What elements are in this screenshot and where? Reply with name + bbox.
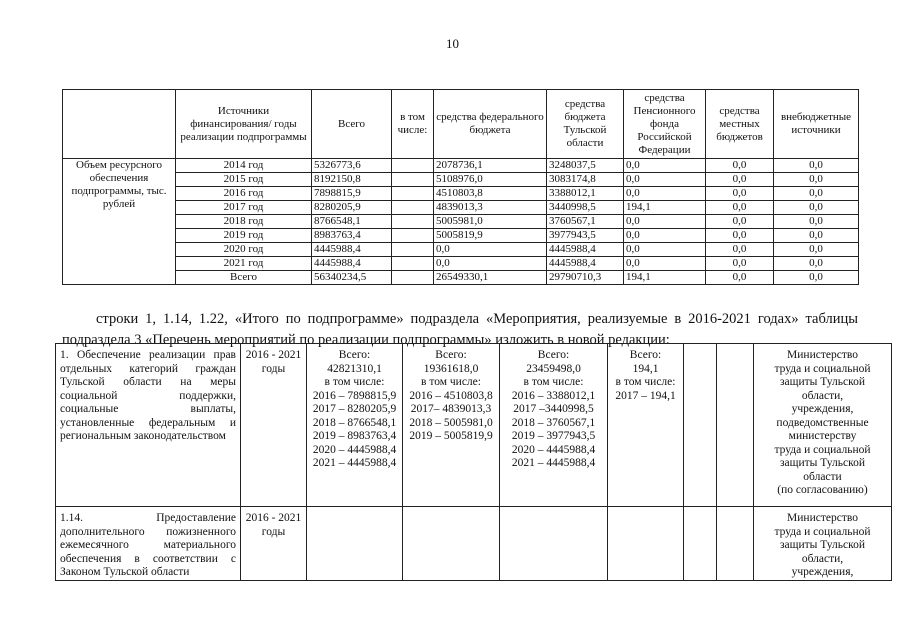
measure-regional-funding <box>500 344 608 507</box>
measure-pension-funding <box>608 507 684 581</box>
row-year: 2018 год <box>176 215 312 229</box>
cell-line: защиты Тульской <box>780 539 865 551</box>
resource-table-corner <box>63 90 176 159</box>
cell-line: в том числе: <box>421 376 481 388</box>
row-federal: 5108976,0 <box>434 173 547 187</box>
row-regional: 3083174,8 <box>547 173 624 187</box>
row-year: 2014 год <box>176 159 312 173</box>
cell-line: в том числе: <box>615 376 676 388</box>
row-including <box>392 173 434 187</box>
row-extra: 0,0 <box>774 229 859 243</box>
cell-line: 2017– 4839013,3 <box>410 403 492 415</box>
cell-line: 19361618,0 <box>423 362 479 375</box>
cell-line: 2017 – 8280205,9 <box>312 403 397 415</box>
cell-line: 42821310,1 <box>327 362 382 375</box>
measure-executor <box>754 507 892 581</box>
resource-row <box>63 159 859 173</box>
cell-line: Всего: <box>338 349 371 361</box>
page-number: 10 <box>446 36 459 51</box>
row-year: 2019 год <box>176 229 312 243</box>
header-regional: средства бюджета Тульской области <box>547 90 624 159</box>
row-year: Всего <box>176 271 312 285</box>
resource-row <box>63 243 859 257</box>
row-local: 0,0 <box>706 159 774 173</box>
measure-total-funding <box>307 344 403 507</box>
row-extra: 0,0 <box>774 201 859 215</box>
cell-line: министерству <box>788 430 857 442</box>
measures-table <box>55 343 892 581</box>
resource-total-row <box>63 271 859 285</box>
cell-line: 23459498,0 <box>526 362 581 375</box>
header-sources: Источники финансирования/ годы реализации подпрограммы <box>176 90 312 159</box>
measure-row-1 <box>56 344 892 507</box>
cell-line: Всего: <box>629 349 662 361</box>
row-total: 8983763,4 <box>312 229 392 243</box>
row-pension: 0,0 <box>624 243 706 257</box>
row-including <box>392 187 434 201</box>
row-federal: 5005819,9 <box>434 229 547 243</box>
row-regional: 3440998,5 <box>547 201 624 215</box>
resource-row <box>63 257 859 271</box>
cell-line: области <box>803 470 842 483</box>
row-pension: 0,0 <box>624 215 706 229</box>
cell-line: защиты Тульской <box>780 376 865 388</box>
cell-line: 2016 – 7898815,9 <box>312 389 397 402</box>
row-regional: 29790710,3 <box>547 271 624 285</box>
cell-line: 194,1 <box>632 362 659 375</box>
cell-line: 2020 – 4445988,4 <box>511 443 596 456</box>
resource-row <box>63 187 859 201</box>
cell-line: 2021 – 4445988,4 <box>511 457 596 469</box>
resource-row <box>63 229 859 243</box>
row-pension: 194,1 <box>624 201 706 215</box>
measure-extra-funding <box>717 344 754 507</box>
measure-regional-funding <box>500 507 608 581</box>
cell-line: 2020 – 4445988,4 <box>312 443 397 456</box>
cell-line: (по согласованию) <box>777 484 868 496</box>
row-extra: 0,0 <box>774 215 859 229</box>
cell-line: труда и социальной <box>774 443 871 456</box>
cell-line: 2017 –3440998,5 <box>513 403 594 415</box>
resource-table-header <box>63 90 859 159</box>
row-federal: 0,0 <box>434 243 547 257</box>
row-year: 2015 год <box>176 173 312 187</box>
row-pension: 0,0 <box>624 229 706 243</box>
row-total: 56340234,5 <box>312 271 392 285</box>
cell-line: Всего: <box>435 349 467 361</box>
row-local: 0,0 <box>706 257 774 271</box>
cell-line: 2016 – 4510803,8 <box>409 389 493 402</box>
row-local: 0,0 <box>706 201 774 215</box>
row-extra: 0,0 <box>774 257 859 271</box>
row-including <box>392 201 434 215</box>
measure-federal-funding <box>403 344 500 507</box>
row-including <box>392 159 434 173</box>
row-including <box>392 229 434 243</box>
header-federal: средства федерального бюджета <box>434 90 547 159</box>
row-regional: 3388012,1 <box>547 187 624 201</box>
cell-line: Министерство <box>787 349 858 361</box>
row-pension: 0,0 <box>624 257 706 271</box>
resource-side-label: Объем ресурсного обеспечения подпрограммы, тыс. рублей <box>63 159 176 285</box>
cell-line: учреждения, <box>791 566 854 578</box>
cell-line: 2019 – 5005819,9 <box>409 430 493 442</box>
cell-line: труда и социальной <box>774 362 871 375</box>
row-year: 2017 год <box>176 201 312 215</box>
measure-federal-funding <box>403 507 500 581</box>
row-extra: 0,0 <box>774 159 859 173</box>
measure-name: 1. Обеспечение реализации прав отдельных категорий граждан Тульской области на меры социальной поддержки, социальные выплаты, установленные федеральным и региональным законодательством <box>56 344 241 507</box>
resource-row <box>63 201 859 215</box>
row-total: 4445988,4 <box>312 257 392 271</box>
row-pension: 0,0 <box>624 159 706 173</box>
row-regional: 4445988,4 <box>547 257 624 271</box>
row-federal: 5005981,0 <box>434 215 547 229</box>
row-pension: 194,1 <box>624 271 706 285</box>
measure-row-2 <box>56 507 892 581</box>
row-local: 0,0 <box>706 243 774 257</box>
row-local: 0,0 <box>706 187 774 201</box>
row-including <box>392 271 434 285</box>
measure-local-funding <box>684 507 717 581</box>
resource-table <box>62 89 859 285</box>
row-federal: 4510803,8 <box>434 187 547 201</box>
header-total: Всего <box>312 90 392 159</box>
resource-row <box>63 173 859 187</box>
header-extra: внебюджетные источники <box>774 90 859 159</box>
row-year: 2021 год <box>176 257 312 271</box>
measure-executor <box>754 344 892 507</box>
row-federal: 26549330,1 <box>434 271 547 285</box>
row-regional: 3248037,5 <box>547 159 624 173</box>
cell-line: учреждения, <box>791 403 854 415</box>
row-total: 7898815,9 <box>312 187 392 201</box>
row-total: 8280205,9 <box>312 201 392 215</box>
cell-line: подведомственные <box>776 416 869 429</box>
cell-line: Всего: <box>537 349 570 361</box>
row-including <box>392 257 434 271</box>
row-year: 2016 год <box>176 187 312 201</box>
header-pension: средства Пенсионного фонда Российской Федерации <box>624 90 706 159</box>
row-pension: 0,0 <box>624 187 706 201</box>
measure-period: 2016 - 2021 годы <box>241 507 307 581</box>
resource-row <box>63 215 859 229</box>
row-local: 0,0 <box>706 215 774 229</box>
row-extra: 0,0 <box>774 187 859 201</box>
measure-total-funding <box>307 507 403 581</box>
row-regional: 4445988,4 <box>547 243 624 257</box>
measure-period: 2016 - 2021 годы <box>241 344 307 507</box>
amendment-paragraph: строки 1, 1.14, 1.22, «Итого по подпрограмме» подраздела «Мероприятия, реализуемые в 2016-2021 годах» таблицы подраздела 3 «Перечень мероприятий по реализации подпрограммы» изложить в новой редакции: <box>62 310 858 348</box>
row-local: 0,0 <box>706 229 774 243</box>
cell-line: 2018 – 3760567,1 <box>511 416 596 429</box>
row-regional: 3977943,5 <box>547 229 624 243</box>
measure-extra-funding <box>717 507 754 581</box>
cell-line: 2018 – 5005981,0 <box>409 416 493 429</box>
row-including <box>392 243 434 257</box>
row-federal: 0,0 <box>434 257 547 271</box>
cell-line: области, <box>801 552 844 565</box>
cell-line: 2021 – 4445988,4 <box>312 457 397 469</box>
row-total: 8192150,8 <box>312 173 392 187</box>
row-local: 0,0 <box>706 271 774 285</box>
cell-line: 2016 – 3388012,1 <box>511 389 596 402</box>
measure-local-funding <box>684 344 717 507</box>
measure-name: 1.14. Предоставление дополнительного пожизненного ежемесячного материального обеспечения в соответствии с Законом Тульской области <box>56 507 241 581</box>
cell-line: труда и социальной <box>774 525 871 538</box>
row-including <box>392 215 434 229</box>
cell-line: 2019 – 8983763,4 <box>312 430 397 442</box>
cell-line: в том числе: <box>523 376 584 388</box>
measure-pension-funding <box>608 344 684 507</box>
cell-line: 2017 – 194,1 <box>615 389 676 402</box>
cell-line: в том числе: <box>324 376 385 388</box>
header-including: в том числе: <box>392 90 434 159</box>
cell-line: области, <box>801 389 844 402</box>
row-total: 5326773,6 <box>312 159 392 173</box>
row-federal: 4839013,3 <box>434 201 547 215</box>
cell-line: Министерство <box>787 512 858 524</box>
cell-line: защиты Тульской <box>780 457 865 469</box>
row-extra: 0,0 <box>774 271 859 285</box>
row-extra: 0,0 <box>774 243 859 257</box>
cell-line: 2019 – 3977943,5 <box>511 430 596 442</box>
row-extra: 0,0 <box>774 173 859 187</box>
row-total: 8766548,1 <box>312 215 392 229</box>
row-total: 4445988,4 <box>312 243 392 257</box>
row-regional: 3760567,1 <box>547 215 624 229</box>
row-pension: 0,0 <box>624 173 706 187</box>
row-year: 2020 год <box>176 243 312 257</box>
header-local: средства местных бюджетов <box>706 90 774 159</box>
row-local: 0,0 <box>706 173 774 187</box>
row-federal: 2078736,1 <box>434 159 547 173</box>
cell-line: 2018 – 8766548,1 <box>312 416 397 429</box>
